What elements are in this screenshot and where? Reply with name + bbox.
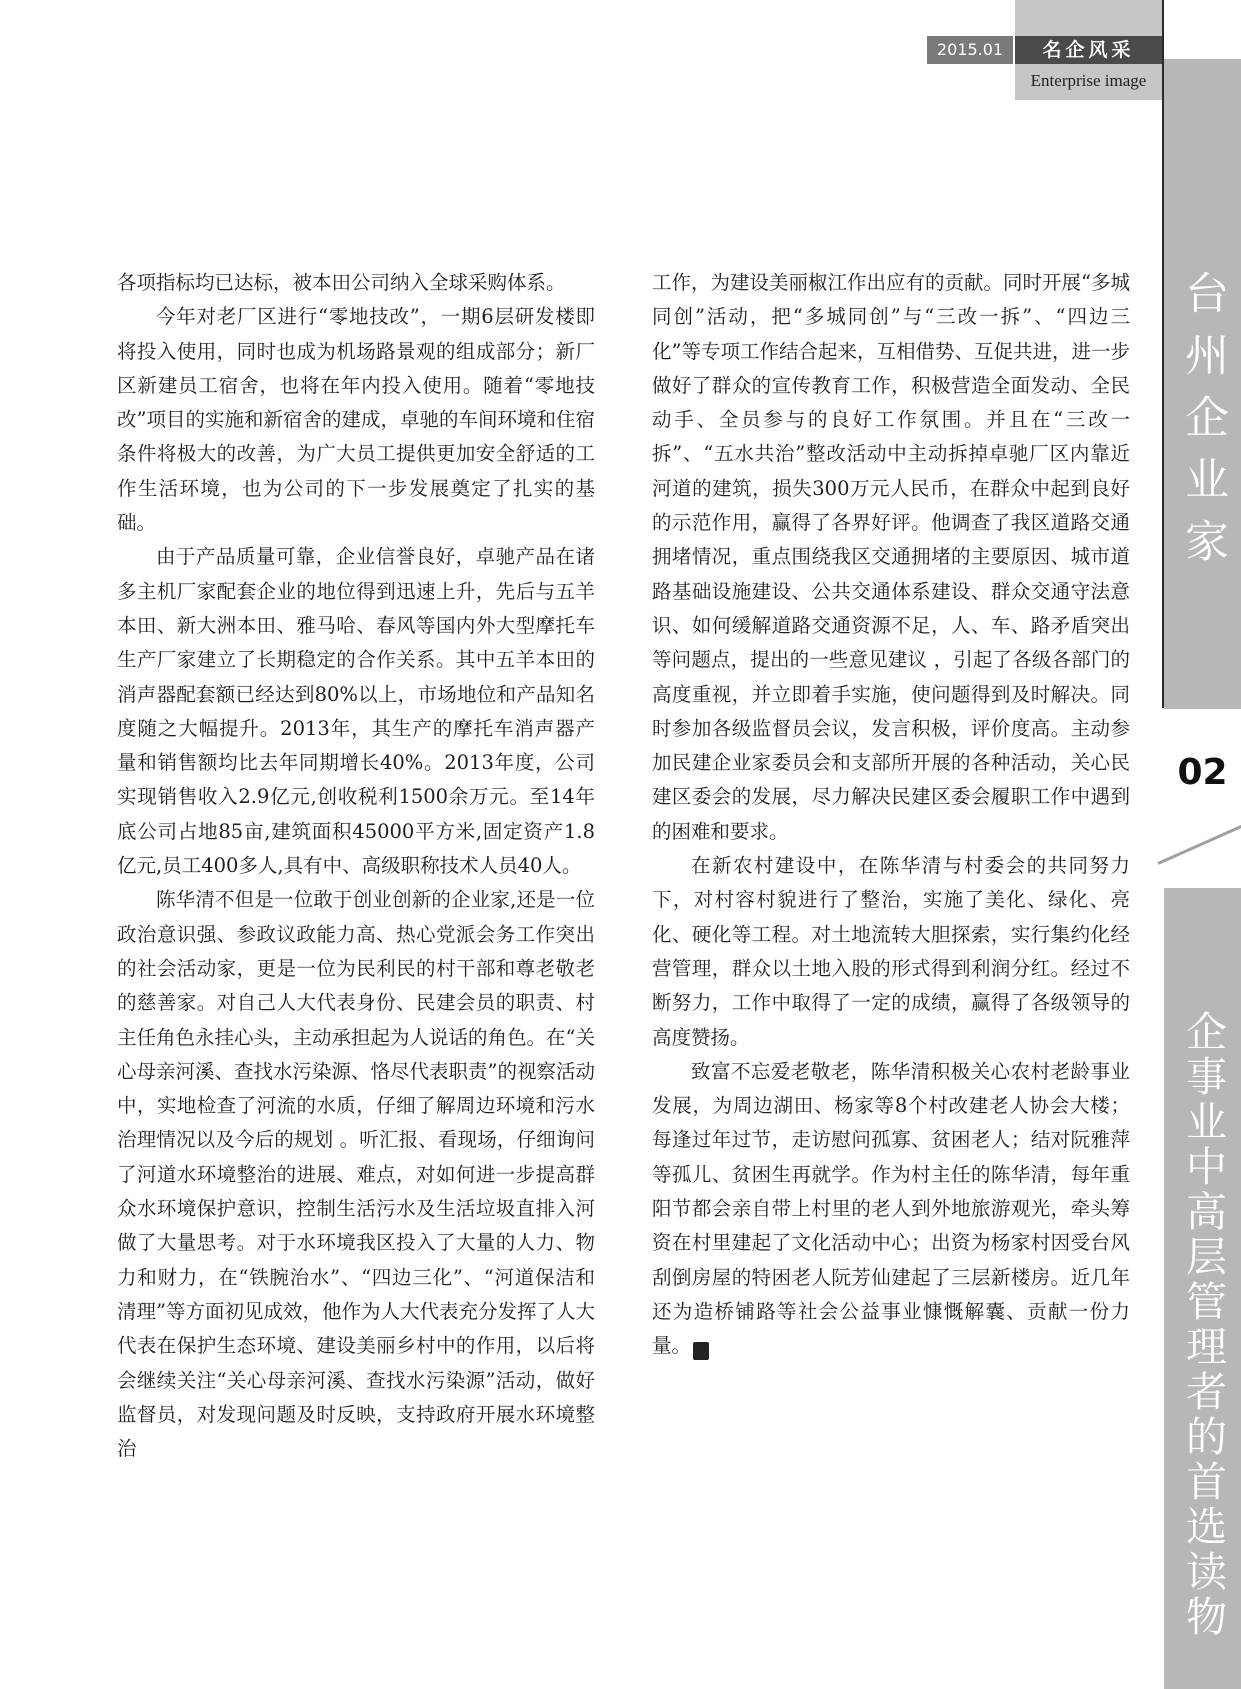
paragraph-last xyxy=(652,1055,1130,1364)
vertical-rule xyxy=(1162,0,1164,708)
magazine-slogan: 企事业中高层管理者的首选读物 xyxy=(1179,1010,1227,1640)
article-end-icon: ✎ xyxy=(693,1342,709,1360)
issue-date: 2015.01 xyxy=(927,36,1013,64)
paragraph: 在新农村建设中，在陈华清与村委会的共同努力下，对村容村貌进行了整治，实施了美化、绿化、亮化、硬化等工程。对土地流转大胆探索，实行集约化经营管理，群众以土地入股的形式得到利润分红。经过不断努力，工作中取得了一定的成绩，赢得了各级领导的高度赞扬。 xyxy=(652,854,1130,1049)
magazine-title: 台州企业家 xyxy=(1177,270,1228,580)
sidebar-divider xyxy=(1157,821,1241,864)
paragraph: 陈华清不但是一位敢于创业创新的企业家,还是一位政治意识强、参政议政能力高、热心党派会务工作突出的社会活动家，更是一位为民利民的村干部和尊老敬老的慈善家。对自己人大代表身份、民建会员的职责、村主任角色永挂心头，主动承担起为人说话的角色。在“关心母亲河溪、查找水污染源、恪尽代表职责”的视察活动中，实地检查了河流的水质，仔细了解周边环境和污水治理情况以及今后的规划 。听汇报、看现场，仔细询问了河道水环境整治的进展、难点，对如何进一步提高群众水环境保护意识，控制生活污水及生活垃圾直排入河做了大量思考。对于水环境我区投入了大量的人力、物力和财力，在“铁腕治水”、“四边三化”、“河道保洁和清理”等方面初见成效，他作为人大代表充分发挥了人大代表在保护生态环境、建设美丽乡村中的作用，以后将会继续关注“关心母亲河溪、查找水污染源”活动，做好监督员，对发现问题及时反映，支持政府开展水环境整治 xyxy=(117,888,595,1461)
page-number: 02 xyxy=(1177,752,1228,793)
paragraph: 各项指标均已达标，被本田公司纳入全球采购体系。 xyxy=(117,271,566,294)
article-column-right xyxy=(652,266,1130,1364)
section-title-en: Enterprise image xyxy=(1030,71,1147,90)
paragraph: 工作，为建设美丽椒江作出应有的贡献。同时开展“多城同创”活动，把“多城同创”与“三改一拆”、“四边三化”等专项工作结合起来，互相借势、互促共进，进一步做好了群众的宣传教育工作，积极营造全面发动、全民动手、全员参与的良好工作氛围。并且在“三改一拆”、“五水共治”整改活动中主动拆掉卓驰厂区内靠近河道的建筑，损失300万元人民币，在群众中起到良好的示范作用，赢得了各界好评。他调查了我区道路交通拥堵情况，重点围绕我区交通拥堵的主要原因、城市道路基础设施建设、公共交通体系建设、群众交通守法意识、如何缓解道路交通资源不足，人、车、路矛盾突出等问题点，提出的一些意见建议 ，引起了各级各部门的高度重视，并立即着手实施，使问题得到及时解决。同时参加各级监督员会议，发言积极，评价度高。主动参加民建企业家委员会和支部所开展的各种活动，关心民建区委会的发展，尽力解决民建区委会履职工作中遇到的困难和要求。 xyxy=(652,271,1130,843)
article-column-left xyxy=(117,266,595,1466)
section-title: 名企风采 xyxy=(1015,36,1162,64)
paragraph: 由于产品质量可靠，企业信誉良好，卓驰产品在诸多主机厂家配套企业的地位得到迅速上升，先后与五羊本田、新大洲本田、雅马哈、春风等国内外大型摩托车生产厂家建立了长期稳定的合作关系。其中五羊本田的消声器配套额已经达到80%以上，市场地位和产品知名度随之大幅提升。2013年，其生产的摩托车消声器产量和销售额均比去年同期增长40%。2013年度，公司实现销售收入2.9亿元,创收税利1500余万元。至14年底公司占地85亩,建筑面积45000平方米,固定资产1.8亿元,员工400多人,具有中、高级职称技术人员40人。 xyxy=(117,545,595,878)
paragraph-text: 致富不忘爱老敬老，陈华清积极关心农村老龄事业发展，为周边湖田、杨家等8个村改建老人协会大楼；每逢过年过节，走访慰问孤寡、贫困老人；结对阮雅萍等孤儿、贫困生再就学。作为村主任的陈华清，每年重阳节都会亲自带上村里的老人到外地旅游观光，牵头筹资在村里建起了文化活动中心；出资为杨家村因受台风刮倒房屋的特困老人阮芳仙建起了三层新楼房。近几年还为造桥铺路等社会公益事业慷慨解囊、贡献一份力量。 xyxy=(652,1059,1130,1358)
paragraph: 今年对老厂区进行“零地技改”，一期6层研发楼即将投入使用，同时也成为机场路景观的组成部分；新厂区新建员工宿舍，也将在年内投入使用。随着“零地技改”项目的实施和新宿舍的建成，卓驰的车间环境和住宿条件将极大的改善，为广大员工提供更加安全舒适的工作生活环境，也为公司的下一步发展奠定了扎实的基础。 xyxy=(117,305,595,535)
